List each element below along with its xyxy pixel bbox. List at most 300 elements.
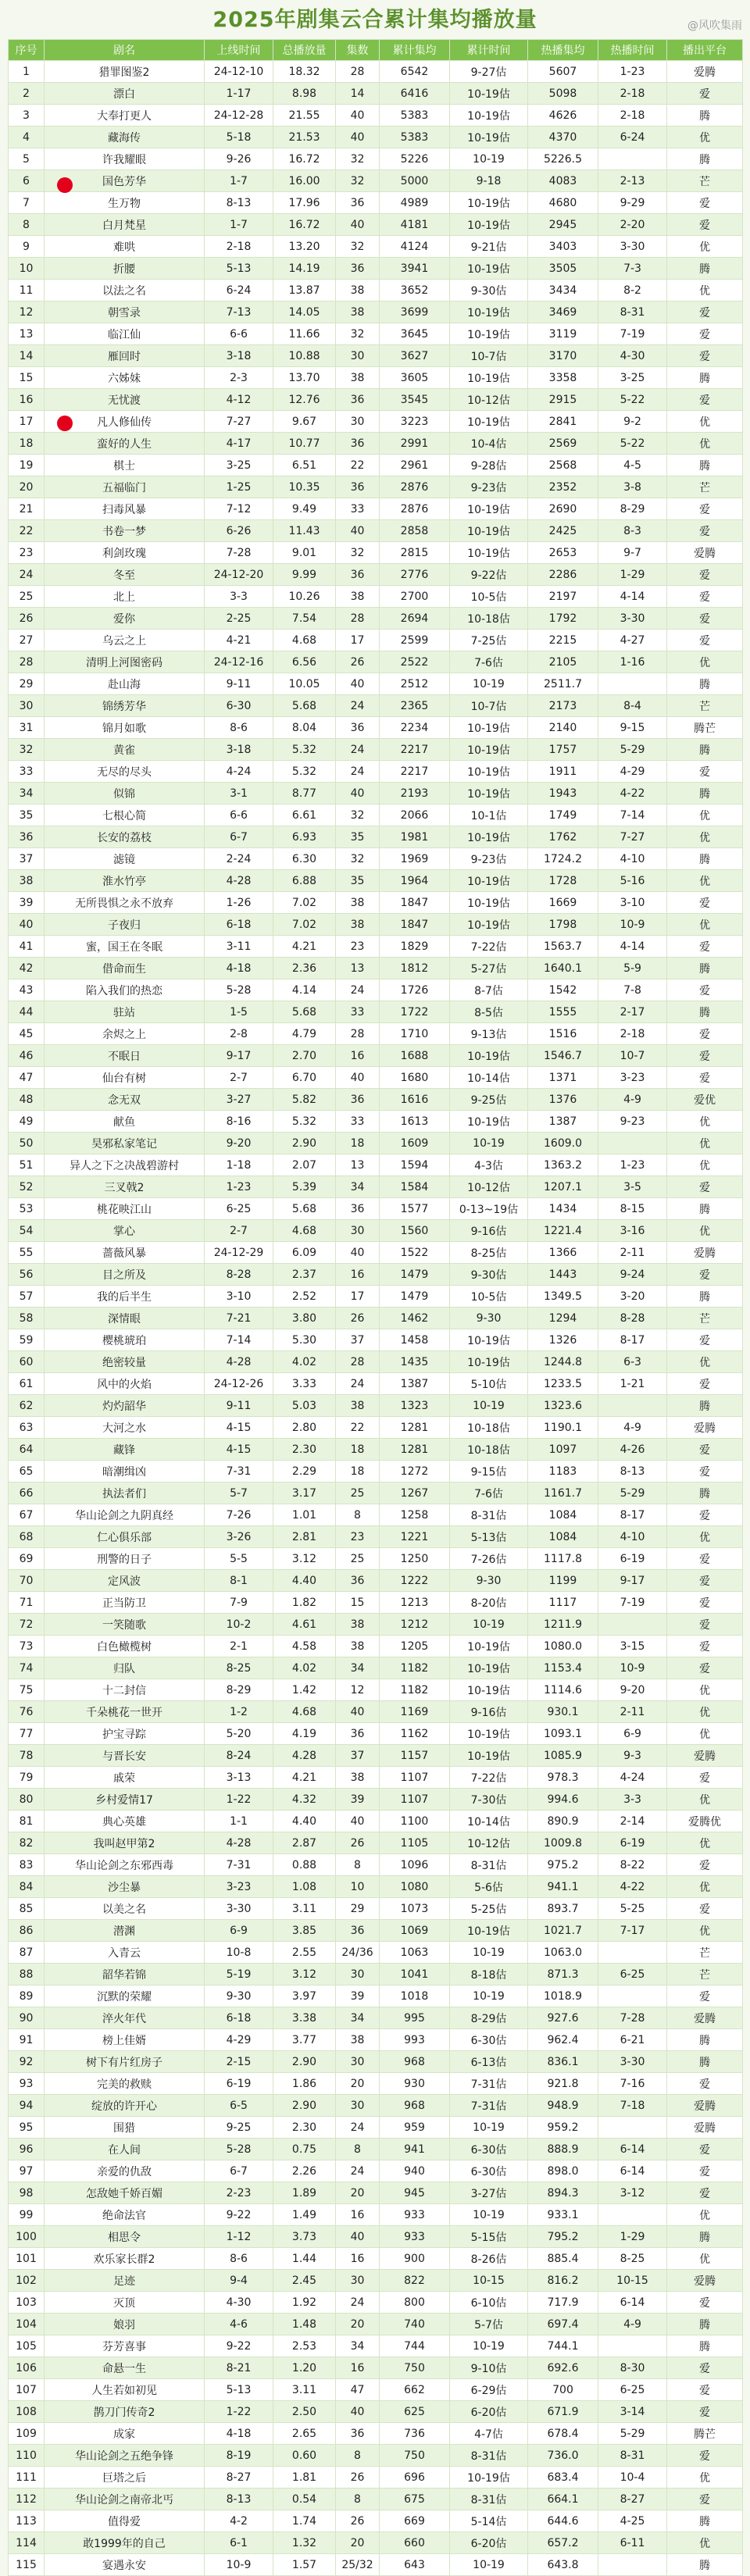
- table-row: [9, 2423, 743, 2445]
- cell-platform: 爱: [667, 498, 743, 520]
- cell-release-date: 10-8: [205, 1942, 273, 1964]
- cell-cumulative-avg: 2512: [380, 673, 450, 695]
- cell-total-views: 3.12: [273, 1964, 336, 1986]
- cell-rank: 29: [9, 673, 45, 695]
- table-row: [9, 214, 743, 236]
- cell-platform: 爱: [667, 1636, 743, 1657]
- table-row: [9, 542, 743, 564]
- cell-cumulative-avg: 1258: [380, 1504, 450, 1526]
- cell-peak-avg: 700: [528, 2379, 598, 2401]
- cell-peak-avg: 975.2: [528, 1854, 598, 1876]
- cell-rank: 18: [9, 433, 45, 455]
- cell-platform: 爱腾优: [667, 1811, 743, 1832]
- cell-cumulative-avg: 959: [380, 2117, 450, 2139]
- cell-rank: 113: [9, 2510, 45, 2532]
- cell-peak-avg: 643.8: [528, 2554, 598, 2576]
- cell-total-views: 4.21: [273, 936, 336, 958]
- cell-peak-avg: 962.4: [528, 2029, 598, 2051]
- cell-platform: 芒: [667, 695, 743, 717]
- cell-release-date: 7-21: [205, 1308, 273, 1329]
- cell-cumulative-time: 9-30: [450, 1570, 528, 1592]
- cell-cumulative-time: 6-30估: [450, 2139, 528, 2160]
- table-row: [9, 1920, 743, 1942]
- cell-peak-avg: 1542: [528, 979, 598, 1001]
- cell-total-views: 2.80: [273, 1417, 336, 1439]
- cell-peak-time: 9-20: [598, 1679, 667, 1701]
- cell-rank: 4: [9, 127, 45, 148]
- cell-cumulative-time: 10-19: [450, 2335, 528, 2357]
- cell-peak-avg: 1555: [528, 1001, 598, 1023]
- table-row: [9, 1570, 743, 1592]
- cell-cumulative-time: 9-23估: [450, 848, 528, 870]
- cell-platform: 爱: [667, 2073, 743, 2095]
- cell-total-views: 3.12: [273, 1548, 336, 1570]
- cell-cumulative-avg: 1847: [380, 892, 450, 914]
- cell-episodes: 18: [336, 1439, 380, 1461]
- cell-cumulative-avg: 1250: [380, 1548, 450, 1570]
- header-episodes: 集数: [336, 40, 380, 61]
- cell-cumulative-avg: 2217: [380, 739, 450, 761]
- cell-release-date: 5-18: [205, 127, 273, 148]
- cell-cumulative-avg: 2961: [380, 455, 450, 476]
- cell-peak-time: 5-29: [598, 1482, 667, 1504]
- cell-title: 怎敌她千娇百媚: [45, 2182, 205, 2204]
- cell-release-date: 4-21: [205, 630, 273, 651]
- cell-platform: 优: [667, 2204, 743, 2226]
- cell-total-views: 1.74: [273, 2510, 336, 2532]
- cell-episodes: 8: [336, 1504, 380, 1526]
- cell-rank: 67: [9, 1504, 45, 1526]
- cell-total-views: 1.49: [273, 2204, 336, 2226]
- cell-title: 入青云: [45, 1942, 205, 1964]
- cell-cumulative-time: 7-30估: [450, 1789, 528, 1811]
- table-row: [9, 192, 743, 214]
- cell-cumulative-time: 9-16估: [450, 1701, 528, 1723]
- cell-cumulative-time: 10-5估: [450, 586, 528, 608]
- cell-cumulative-time: 10-18估: [450, 608, 528, 630]
- cell-cumulative-time: 10-19估: [450, 914, 528, 936]
- cell-peak-time: 8-31: [598, 301, 667, 323]
- cell-total-views: 3.97: [273, 1986, 336, 2007]
- cell-episodes: 25/32: [336, 2554, 380, 2576]
- cell-rank: 94: [9, 2095, 45, 2117]
- cell-total-views: 5.68: [273, 1001, 336, 1023]
- cell-cumulative-avg: 3699: [380, 301, 450, 323]
- cell-peak-time: 4-10: [598, 1526, 667, 1548]
- cell-peak-avg: 885.4: [528, 2248, 598, 2270]
- cell-cumulative-time: 8-20估: [450, 1592, 528, 1614]
- cell-episodes: 40: [336, 1811, 380, 1832]
- cell-cumulative-avg: 1680: [380, 1067, 450, 1089]
- cell-total-views: 2.90: [273, 2095, 336, 2117]
- cell-cumulative-avg: 2815: [380, 542, 450, 564]
- cell-total-views: 1.48: [273, 2314, 336, 2335]
- table-row: [9, 608, 743, 630]
- cell-episodes: 38: [336, 367, 380, 389]
- cell-peak-avg: 836.1: [528, 2051, 598, 2073]
- table-row: [9, 476, 743, 498]
- cell-rank: 39: [9, 892, 45, 914]
- cell-peak-avg: 1199: [528, 1570, 598, 1592]
- cell-cumulative-avg: 740: [380, 2314, 450, 2335]
- cell-cumulative-avg: 2234: [380, 717, 450, 739]
- cell-cumulative-avg: 1018: [380, 1986, 450, 2007]
- cell-platform: 爱: [667, 520, 743, 542]
- cell-cumulative-time: 10-19估: [450, 1745, 528, 1767]
- cell-peak-avg: 3119: [528, 323, 598, 345]
- cell-peak-avg: 1326: [528, 1329, 598, 1351]
- cell-cumulative-time: 10-19估: [450, 1920, 528, 1942]
- cell-cumulative-avg: 2991: [380, 433, 450, 455]
- cell-total-views: 5.32: [273, 761, 336, 783]
- cell-episodes: 24: [336, 739, 380, 761]
- cell-episodes: 36: [336, 433, 380, 455]
- cell-episodes: 38: [336, 1636, 380, 1657]
- cell-episodes: 36: [336, 258, 380, 280]
- cell-peak-avg: 1323.6: [528, 1395, 598, 1417]
- cell-title: 清明上河图密码: [45, 651, 205, 673]
- cell-platform: 爱: [667, 1854, 743, 1876]
- cell-peak-avg: 5226.5: [528, 148, 598, 170]
- table-row: [9, 1745, 743, 1767]
- cell-platform: 优: [667, 826, 743, 848]
- cell-title: 足迹: [45, 2270, 205, 2292]
- table-row: [9, 1986, 743, 2007]
- cell-release-date: 7-31: [205, 1854, 273, 1876]
- table-row: [9, 2532, 743, 2554]
- cell-episodes: 40: [336, 2226, 380, 2248]
- cell-total-views: 1.44: [273, 2248, 336, 2270]
- cell-cumulative-time: 9-30估: [450, 280, 528, 301]
- cell-release-date: 3-27: [205, 1089, 273, 1111]
- cell-peak-time: 10-4: [598, 2467, 667, 2489]
- table-row: [9, 2117, 743, 2139]
- table-row: [9, 1876, 743, 1898]
- cell-peak-avg: 941.1: [528, 1876, 598, 1898]
- cell-platform: 爱腾: [667, 1745, 743, 1767]
- cell-peak-avg: 978.3: [528, 1767, 598, 1789]
- cell-platform: 腾: [667, 848, 743, 870]
- cell-cumulative-time: 6-10估: [450, 2292, 528, 2314]
- cell-episodes: 40: [336, 2401, 380, 2423]
- cell-title: 北上: [45, 586, 205, 608]
- cell-peak-avg: 1371: [528, 1067, 598, 1089]
- cell-peak-avg: 948.9: [528, 2095, 598, 2117]
- cell-title: 扫毒风暴: [45, 498, 205, 520]
- cell-title: 凡人修仙传: [45, 411, 205, 433]
- cell-platform: 优: [667, 914, 743, 936]
- cell-cumulative-avg: 1267: [380, 1482, 450, 1504]
- cell-peak-time: [598, 1942, 667, 1964]
- cell-peak-time: 2-11: [598, 1242, 667, 1264]
- cell-title: 蜜，国王在冬眠: [45, 936, 205, 958]
- cell-cumulative-time: 7-31估: [450, 2073, 528, 2095]
- table-row: [9, 1439, 743, 1461]
- cell-release-date: 9-11: [205, 1395, 273, 1417]
- cell-rank: 115: [9, 2554, 45, 2576]
- cell-cumulative-avg: 1107: [380, 1767, 450, 1789]
- cell-peak-time: 4-26: [598, 1439, 667, 1461]
- cell-peak-time: [598, 2204, 667, 2226]
- cell-episodes: 20: [336, 2073, 380, 2095]
- cell-release-date: 4-18: [205, 2423, 273, 2445]
- cell-rank: 28: [9, 651, 45, 673]
- cell-episodes: 33: [336, 498, 380, 520]
- cell-episodes: 33: [336, 1001, 380, 1023]
- cell-peak-time: 6-3: [598, 1351, 667, 1373]
- table-row: [9, 345, 743, 367]
- cell-peak-avg: 1546.7: [528, 1045, 598, 1067]
- header-peak-avg: 热播集均: [528, 40, 598, 61]
- cell-release-date: 6-24: [205, 280, 273, 301]
- cell-peak-avg: 3403: [528, 236, 598, 258]
- cell-release-date: 5-28: [205, 2139, 273, 2160]
- cell-release-date: 6-6: [205, 805, 273, 826]
- table-row: [9, 1264, 743, 1286]
- table-row: [9, 979, 743, 1001]
- cell-release-date: 6-26: [205, 520, 273, 542]
- cell-cumulative-avg: 1182: [380, 1657, 450, 1679]
- cell-rank: 22: [9, 520, 45, 542]
- cell-title: 值得爱: [45, 2510, 205, 2532]
- cell-title: 围猎: [45, 2117, 205, 2139]
- cell-peak-avg: 2841: [528, 411, 598, 433]
- table-row: [9, 586, 743, 608]
- cell-cumulative-time: 10-19估: [450, 367, 528, 389]
- cell-rank: 110: [9, 2445, 45, 2467]
- cell-peak-time: [598, 2117, 667, 2139]
- cell-peak-time: 6-25: [598, 1964, 667, 1986]
- cell-total-views: 1.42: [273, 1679, 336, 1701]
- cell-rank: 57: [9, 1286, 45, 1308]
- cell-release-date: 2-7: [205, 1220, 273, 1242]
- table-row: [9, 2248, 743, 2270]
- cell-total-views: 5.39: [273, 1176, 336, 1198]
- cell-release-date: 9-26: [205, 148, 273, 170]
- cell-peak-time: 7-28: [598, 2007, 667, 2029]
- cell-rank: 13: [9, 323, 45, 345]
- cell-rank: 6: [9, 170, 45, 192]
- cell-cumulative-time: 7-6估: [450, 651, 528, 673]
- cell-peak-time: 3-3: [598, 1789, 667, 1811]
- cell-cumulative-time: 10-19估: [450, 127, 528, 148]
- cell-platform: 优: [667, 1920, 743, 1942]
- cell-peak-time: 8-15: [598, 1198, 667, 1220]
- cell-cumulative-time: 10-19: [450, 1133, 528, 1154]
- cell-rank: 52: [9, 1176, 45, 1198]
- cell-release-date: 6-19: [205, 2073, 273, 2095]
- cell-rank: 91: [9, 2029, 45, 2051]
- cell-peak-avg: 894.3: [528, 2182, 598, 2204]
- cell-title: 在人间: [45, 2139, 205, 2160]
- cell-cumulative-avg: 1281: [380, 1417, 450, 1439]
- cell-release-date: 4-29: [205, 2029, 273, 2051]
- cell-episodes: 38: [336, 1395, 380, 1417]
- table-row: [9, 1942, 743, 1964]
- cell-rank: 96: [9, 2139, 45, 2160]
- table-row: [9, 61, 743, 83]
- cell-episodes: 32: [336, 542, 380, 564]
- cell-rank: 111: [9, 2467, 45, 2489]
- cell-peak-time: 7-19: [598, 1592, 667, 1614]
- cell-release-date: 2-15: [205, 2051, 273, 2073]
- cell-peak-time: 5-25: [598, 1898, 667, 1920]
- cell-peak-time: 8-25: [598, 2248, 667, 2270]
- cell-peak-time: 4-22: [598, 1876, 667, 1898]
- cell-release-date: 2-24: [205, 848, 273, 870]
- cell-episodes: 8: [336, 2489, 380, 2510]
- cell-platform: 爱: [667, 2357, 743, 2379]
- cell-rank: 102: [9, 2270, 45, 2292]
- cell-platform: 爱: [667, 1023, 743, 1045]
- cell-cumulative-time: 9-13估: [450, 1023, 528, 1045]
- cell-title: 巨塔之后: [45, 2467, 205, 2489]
- cell-peak-time: 6-14: [598, 2160, 667, 2182]
- cell-episodes: 36: [336, 389, 380, 411]
- cell-episodes: 25: [336, 1548, 380, 1570]
- cell-cumulative-avg: 1462: [380, 1308, 450, 1329]
- cell-peak-time: 1-21: [598, 1373, 667, 1395]
- cell-peak-avg: 1798: [528, 914, 598, 936]
- cell-cumulative-avg: 940: [380, 2160, 450, 2182]
- cell-rank: 65: [9, 1461, 45, 1482]
- cell-total-views: 6.70: [273, 1067, 336, 1089]
- cell-total-views: 3.11: [273, 1898, 336, 1920]
- cell-cumulative-time: 7-22估: [450, 936, 528, 958]
- cell-release-date: 9-17: [205, 1045, 273, 1067]
- cell-cumulative-time: 10-19估: [450, 1679, 528, 1701]
- highlight-dot-marker: [57, 416, 73, 431]
- cell-platform: 爱: [667, 2401, 743, 2423]
- cell-release-date: 1-23: [205, 1176, 273, 1198]
- cell-cumulative-avg: 1205: [380, 1636, 450, 1657]
- table-row: [9, 1045, 743, 1067]
- cell-release-date: 2-8: [205, 1023, 273, 1045]
- cell-cumulative-avg: 750: [380, 2445, 450, 2467]
- cell-title: 猎罪图鉴2: [45, 61, 205, 83]
- cell-episodes: 28: [336, 1023, 380, 1045]
- cell-episodes: 30: [336, 1964, 380, 1986]
- cell-platform: 优: [667, 805, 743, 826]
- cell-total-views: 4.14: [273, 979, 336, 1001]
- cell-episodes: 36: [336, 476, 380, 498]
- cell-rank: 99: [9, 2204, 45, 2226]
- cell-title: 灭顶: [45, 2292, 205, 2314]
- cell-release-date: 4-17: [205, 433, 273, 455]
- cell-rank: 64: [9, 1439, 45, 1461]
- cell-rank: 81: [9, 1811, 45, 1832]
- cell-cumulative-time: 6-30估: [450, 2029, 528, 2051]
- cell-peak-avg: 893.7: [528, 1898, 598, 1920]
- cell-peak-avg: 1183: [528, 1461, 598, 1482]
- cell-release-date: 1-25: [205, 476, 273, 498]
- cell-release-date: 6-18: [205, 914, 273, 936]
- cell-rank: 27: [9, 630, 45, 651]
- cell-rank: 93: [9, 2073, 45, 2095]
- cell-title: 乌云之上: [45, 630, 205, 651]
- cell-rank: 78: [9, 1745, 45, 1767]
- cell-peak-avg: 1190.1: [528, 1417, 598, 1439]
- cell-episodes: 34: [336, 2335, 380, 2357]
- table-row: [9, 2314, 743, 2335]
- cell-peak-avg: 2568: [528, 455, 598, 476]
- cell-release-date: 5-7: [205, 1482, 273, 1504]
- cell-peak-avg: 4680: [528, 192, 598, 214]
- table-row: [9, 936, 743, 958]
- cell-cumulative-avg: 1577: [380, 1198, 450, 1220]
- cell-rank: 46: [9, 1045, 45, 1067]
- cell-title: 无所畏惧之永不放弃: [45, 892, 205, 914]
- cell-cumulative-time: 9-30: [450, 1308, 528, 1329]
- table-row: [9, 1395, 743, 1417]
- cell-release-date: 3-26: [205, 1526, 273, 1548]
- cell-title: 命悬一生: [45, 2357, 205, 2379]
- cell-title: 成家: [45, 2423, 205, 2445]
- cell-cumulative-avg: 1584: [380, 1176, 450, 1198]
- cell-total-views: 1.92: [273, 2292, 336, 2314]
- cell-cumulative-time: 9-21估: [450, 236, 528, 258]
- cell-total-views: 2.81: [273, 1526, 336, 1548]
- cell-rank: 68: [9, 1526, 45, 1548]
- cell-total-views: 3.33: [273, 1373, 336, 1395]
- cell-release-date: 1-7: [205, 214, 273, 236]
- cell-rank: 80: [9, 1789, 45, 1811]
- cell-platform: 腾: [667, 2051, 743, 2073]
- cell-cumulative-time: 8-31估: [450, 1504, 528, 1526]
- cell-peak-avg: 1363.2: [528, 1154, 598, 1176]
- cell-cumulative-avg: 1458: [380, 1329, 450, 1351]
- cell-platform: 优: [667, 1220, 743, 1242]
- cell-peak-avg: 2352: [528, 476, 598, 498]
- cell-episodes: 34: [336, 1657, 380, 1679]
- cell-cumulative-time: 7-25估: [450, 630, 528, 651]
- cell-platform: 腾: [667, 2335, 743, 2357]
- cell-cumulative-avg: 1182: [380, 1679, 450, 1701]
- cell-platform: 爱: [667, 83, 743, 105]
- cell-peak-avg: 994.6: [528, 1789, 598, 1811]
- cell-title: 黄雀: [45, 739, 205, 761]
- cell-peak-time: 6-11: [598, 2532, 667, 2554]
- cell-title: 沉默的荣耀: [45, 1986, 205, 2007]
- cell-cumulative-time: 10-19估: [450, 323, 528, 345]
- cell-rank: 42: [9, 958, 45, 979]
- cell-peak-avg: 1349.5: [528, 1286, 598, 1308]
- cell-rank: 10: [9, 258, 45, 280]
- cell-release-date: 8-29: [205, 1679, 273, 1701]
- cell-release-date: 24-12-29: [205, 1242, 273, 1264]
- cell-total-views: 3.73: [273, 2226, 336, 2248]
- cell-episodes: 40: [336, 1242, 380, 1264]
- table-row: [9, 2095, 743, 2117]
- cell-release-date: 4-28: [205, 870, 273, 892]
- cell-cumulative-avg: 1107: [380, 1789, 450, 1811]
- cell-rank: 33: [9, 761, 45, 783]
- cell-rank: 109: [9, 2423, 45, 2445]
- cell-peak-avg: 683.4: [528, 2467, 598, 2489]
- cell-peak-time: 3-14: [598, 2401, 667, 2423]
- cell-release-date: 3-3: [205, 586, 273, 608]
- cell-peak-time: 2-17: [598, 1001, 667, 1023]
- cell-total-views: 12.76: [273, 389, 336, 411]
- cell-platform: 腾: [667, 455, 743, 476]
- cell-rank: 56: [9, 1264, 45, 1286]
- cell-title: 华山论剑之南帝北丐: [45, 2489, 205, 2510]
- cell-episodes: 18: [336, 1133, 380, 1154]
- cell-title: 大奉打更人: [45, 105, 205, 127]
- table-row: [9, 848, 743, 870]
- cell-cumulative-avg: 968: [380, 2051, 450, 2073]
- table-row: [9, 739, 743, 761]
